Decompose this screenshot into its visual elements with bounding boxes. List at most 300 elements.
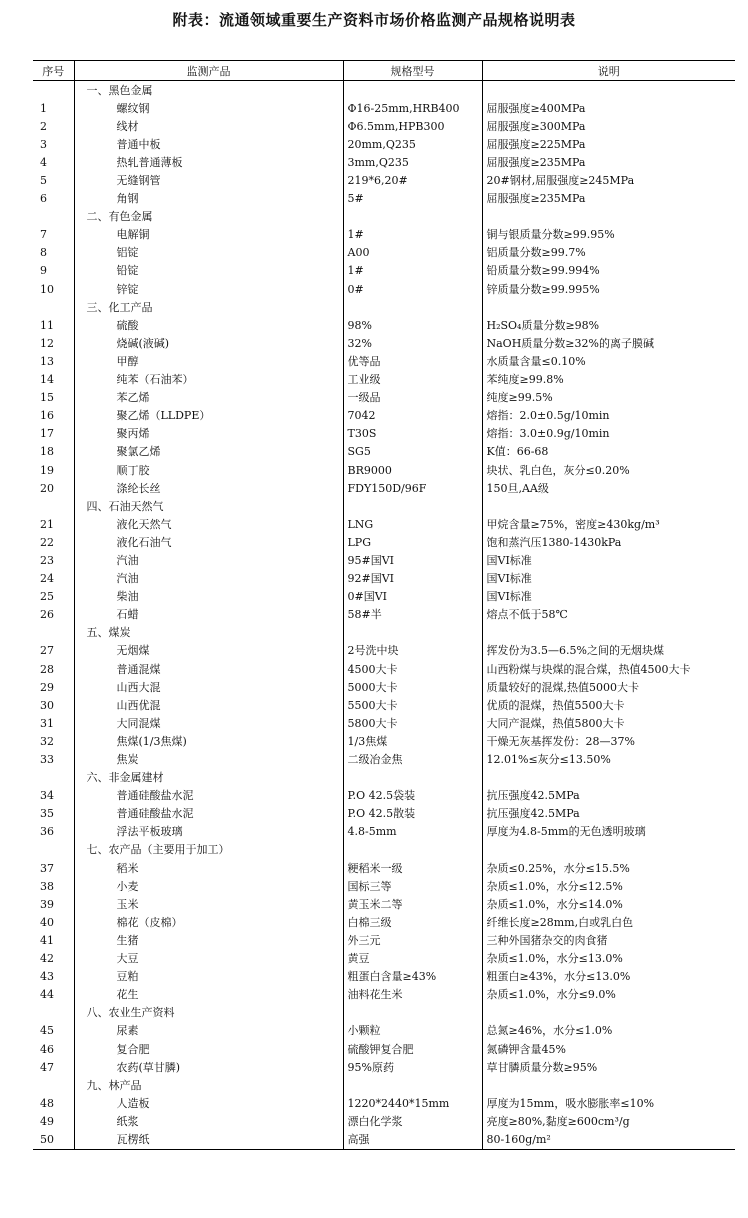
row-spec: SG5 [343, 443, 482, 461]
category-row [33, 497, 735, 515]
row-product: 山西大混 [74, 678, 343, 696]
row-product: 无缝钢管 [74, 171, 343, 189]
row-product: 花生 [74, 986, 343, 1004]
row-spec: 一级品 [343, 389, 482, 407]
row-index [33, 208, 74, 226]
row-spec: 5800大卡 [343, 714, 482, 732]
category-label: 四、石油天然气 [74, 497, 343, 515]
table-row [33, 443, 735, 461]
row-index: 42 [40, 952, 54, 966]
row-index: 3 [40, 137, 47, 151]
row-description: 纤维长度≥28mm,白或乳白色 [482, 913, 735, 931]
row-spec: 1# [343, 262, 482, 280]
row-index [33, 1076, 74, 1094]
row-product: 尿素 [74, 1022, 343, 1040]
category-label: 三、化工产品 [74, 298, 343, 316]
table-row [33, 642, 735, 660]
row-product: 线材 [74, 117, 343, 135]
row-index: 15 [40, 391, 54, 405]
category-row [33, 841, 735, 859]
row-description: 优质的混煤，热值5500大卡 [482, 696, 735, 714]
row-index: 34 [40, 789, 54, 803]
row-description: 厚度为15mm，吸水膨胀率≤10% [482, 1094, 735, 1112]
row-description: 厚度为4.8-5mm的无色透明玻璃 [482, 823, 735, 841]
row-description: 大同产混煤，热值5800大卡 [482, 714, 735, 732]
row-index: 40 [40, 915, 54, 929]
table-row [33, 371, 735, 389]
row-description: 80-160g/m² [482, 1130, 735, 1149]
row-index [33, 298, 74, 316]
row-description: 饱和蒸汽压1380-1430kPa [482, 533, 735, 551]
row-product: 顺丁胶 [74, 461, 343, 479]
row-spec: 219*6,20# [343, 171, 482, 189]
row-spec: 1/3焦煤 [343, 732, 482, 750]
table-row [33, 913, 735, 931]
row-description: 屈服强度≥400MPa [482, 99, 735, 117]
table-row [33, 877, 735, 895]
row-spec: 2号洗中块 [343, 642, 482, 660]
row-spec: 油料花生米 [343, 986, 482, 1004]
row-spec: 5000大卡 [343, 678, 482, 696]
row-spec: 5500大卡 [343, 696, 482, 714]
table-row [33, 606, 735, 624]
row-description [482, 1004, 735, 1022]
row-index: 48 [40, 1096, 54, 1110]
row-product: 聚乙烯（LLDPE） [74, 407, 343, 425]
row-product: 生猪 [74, 931, 343, 949]
row-description [482, 624, 735, 642]
row-index: 17 [40, 427, 54, 441]
row-product: 棉花（皮棉） [74, 913, 343, 931]
category-label: 九、林产品 [74, 1076, 343, 1094]
row-index: 39 [40, 897, 54, 911]
row-spec: 1# [343, 226, 482, 244]
row-spec: 硫酸钾复合肥 [343, 1040, 482, 1058]
row-spec: P.O 42.5散装 [343, 805, 482, 823]
row-spec: 0#国VI [343, 588, 482, 606]
row-description: 屈服强度≥300MPa [482, 117, 735, 135]
row-spec: 小颗粒 [343, 1022, 482, 1040]
table-row [33, 696, 735, 714]
row-spec: T30S [343, 425, 482, 443]
row-index: 24 [40, 572, 54, 586]
row-description: 块状、乳白色，灰分≤0.20% [482, 461, 735, 479]
row-description [482, 81, 735, 100]
table-row [33, 479, 735, 497]
row-product: 纯苯（石油苯） [74, 371, 343, 389]
row-index: 44 [40, 988, 54, 1002]
row-spec [343, 1004, 482, 1022]
table-row [33, 262, 735, 280]
row-index: 30 [40, 698, 54, 712]
row-product: 焦煤(1/3焦煤) [74, 732, 343, 750]
row-index: 8 [40, 246, 47, 260]
row-description: 熔指：2.0±0.5g/10min [482, 407, 735, 425]
row-index: 7 [40, 228, 47, 242]
table-row [33, 805, 735, 823]
row-spec: FDY150D/96F [343, 479, 482, 497]
row-product: 汽油 [74, 570, 343, 588]
row-description [482, 841, 735, 859]
row-description: 挥发份为3.5—6.5%之间的无烟块煤 [482, 642, 735, 660]
row-index: 36 [40, 825, 54, 839]
row-spec: 粗蛋白含量≥43% [343, 968, 482, 986]
row-spec: LPG [343, 533, 482, 551]
row-description: 抗压强度42.5MPa [482, 805, 735, 823]
row-spec: A00 [343, 244, 482, 262]
row-description [482, 1076, 735, 1094]
table-row [33, 551, 735, 569]
table-row [33, 135, 735, 153]
row-spec: Φ6.5mm,HPB300 [343, 117, 482, 135]
row-index [33, 81, 74, 100]
row-product: 聚氯乙烯 [74, 443, 343, 461]
row-description: 亮度≥80%,黏度≥600cm³/g [482, 1112, 735, 1130]
row-spec: 3mm,Q235 [343, 153, 482, 171]
table-row [33, 1058, 735, 1076]
row-description [482, 298, 735, 316]
row-description: 屈服强度≥235MPa [482, 153, 735, 171]
row-description: 国VI标准 [482, 551, 735, 569]
category-row [33, 81, 735, 100]
table-row [33, 533, 735, 551]
row-index: 46 [40, 1042, 54, 1056]
row-description [482, 769, 735, 787]
table-row [33, 389, 735, 407]
row-product: 石蜡 [74, 606, 343, 624]
row-description: 铅质量分数≥99.994% [482, 262, 735, 280]
row-product: 烧碱(液碱) [74, 334, 343, 352]
row-spec: 95%原药 [343, 1058, 482, 1076]
row-spec: 0# [343, 280, 482, 298]
category-row [33, 298, 735, 316]
row-index: 5 [40, 174, 47, 188]
table-row [33, 171, 735, 189]
spec-table [33, 60, 735, 1150]
row-index: 11 [40, 318, 54, 332]
row-product: 普通中板 [74, 135, 343, 153]
row-spec: BR9000 [343, 461, 482, 479]
table-row [33, 986, 735, 1004]
category-label: 二、有色金属 [74, 208, 343, 226]
row-index: 18 [40, 445, 54, 459]
row-description: 150旦,AA级 [482, 479, 735, 497]
table-row [33, 859, 735, 877]
row-index [33, 1004, 74, 1022]
row-description [482, 497, 735, 515]
table-row [33, 732, 735, 750]
row-spec: Φ16-25mm,HRB400 [343, 99, 482, 117]
row-index: 21 [40, 517, 54, 531]
category-row [33, 769, 735, 787]
row-description: 干燥无灰基挥发份：28—37% [482, 732, 735, 750]
row-product: 普通硅酸盐水泥 [74, 805, 343, 823]
row-spec: 92#国VI [343, 570, 482, 588]
row-product: 农药(草甘膦) [74, 1058, 343, 1076]
table-row [33, 570, 735, 588]
table-row [33, 968, 735, 986]
row-description: 国VI标准 [482, 588, 735, 606]
row-spec: 98% [343, 316, 482, 334]
row-description: 总氮≥46%，水分≤1.0% [482, 1022, 735, 1040]
table-row [33, 823, 735, 841]
table-body [33, 81, 735, 1150]
row-spec: 优等品 [343, 352, 482, 370]
row-index: 22 [40, 535, 54, 549]
category-label: 一、黑色金属 [74, 81, 343, 100]
row-index: 45 [40, 1024, 54, 1038]
row-index: 27 [40, 644, 54, 658]
row-spec: 7042 [343, 407, 482, 425]
category-row [33, 624, 735, 642]
header-description: 说明 [482, 61, 735, 81]
table-row [33, 1130, 735, 1149]
row-spec: 黄豆 [343, 950, 482, 968]
row-spec: 20mm,Q235 [343, 135, 482, 153]
row-index: 14 [40, 373, 54, 387]
row-index: 49 [40, 1114, 54, 1128]
row-description: 国VI标准 [482, 570, 735, 588]
category-label: 七、农产品（主要用于加工） [74, 841, 343, 859]
row-product: 稻米 [74, 859, 343, 877]
row-spec: 粳稻米一级 [343, 859, 482, 877]
row-product: 螺纹钢 [74, 99, 343, 117]
row-product: 无烟煤 [74, 642, 343, 660]
row-product: 热轧普通薄板 [74, 153, 343, 171]
row-product: 豆粕 [74, 968, 343, 986]
row-index: 43 [40, 970, 54, 984]
row-product: 铝锭 [74, 244, 343, 262]
row-spec: 4.8-5mm [343, 823, 482, 841]
table-row [33, 714, 735, 732]
row-description: 熔点不低于58℃ [482, 606, 735, 624]
header-product: 监测产品 [74, 61, 343, 81]
table-row [33, 461, 735, 479]
row-spec: 4500大卡 [343, 660, 482, 678]
row-spec [343, 624, 482, 642]
row-product: 硫酸 [74, 316, 343, 334]
row-description: 铜与银质量分数≥99.95% [482, 226, 735, 244]
table-row [33, 407, 735, 425]
row-product: 涤纶长丝 [74, 479, 343, 497]
table-row [33, 153, 735, 171]
row-index: 26 [40, 608, 54, 622]
row-product: 锌锭 [74, 280, 343, 298]
table-row [33, 352, 735, 370]
table-row [33, 1094, 735, 1112]
row-spec [343, 1076, 482, 1094]
row-index: 33 [40, 753, 54, 767]
table-row [33, 895, 735, 913]
row-description: 屈服强度≥225MPa [482, 135, 735, 153]
row-description: 杂质≤1.0%，水分≤14.0% [482, 895, 735, 913]
row-description: 20#钢材,屈服强度≥245MPa [482, 171, 735, 189]
table-row [33, 226, 735, 244]
row-index: 4 [40, 155, 47, 169]
row-index: 28 [40, 662, 54, 676]
row-product: 人造板 [74, 1094, 343, 1112]
row-description: H₂SO₄质量分数≥98% [482, 316, 735, 334]
row-spec: 白棉三级 [343, 913, 482, 931]
row-product: 液化天然气 [74, 515, 343, 533]
row-description: 屈服强度≥235MPa [482, 190, 735, 208]
row-index: 23 [40, 553, 54, 567]
category-row [33, 208, 735, 226]
row-description: 甲烷含量≥75%，密度≥430kg/m³ [482, 515, 735, 533]
table-row [33, 244, 735, 262]
row-product: 玉米 [74, 895, 343, 913]
row-spec [343, 769, 482, 787]
row-description: 氮磷钾含量45% [482, 1040, 735, 1058]
row-spec [343, 208, 482, 226]
row-spec: 工业级 [343, 371, 482, 389]
category-row [33, 1004, 735, 1022]
row-index: 35 [40, 807, 54, 821]
row-index: 12 [40, 336, 54, 350]
row-index: 20 [40, 481, 54, 495]
row-spec [343, 497, 482, 515]
row-description [482, 208, 735, 226]
row-product: 苯乙烯 [74, 389, 343, 407]
row-product: 大豆 [74, 950, 343, 968]
row-product: 焦炭 [74, 750, 343, 768]
row-description: K值：66-68 [482, 443, 735, 461]
row-spec: 32% [343, 334, 482, 352]
header-spec: 规格型号 [343, 61, 482, 81]
row-index: 47 [40, 1060, 54, 1074]
row-index: 31 [40, 716, 54, 730]
row-description: 纯度≥99.5% [482, 389, 735, 407]
row-description: 杂质≤1.0%，水分≤13.0% [482, 950, 735, 968]
table-row [33, 931, 735, 949]
category-label: 六、非金属建材 [74, 769, 343, 787]
row-spec: 58#半 [343, 606, 482, 624]
row-description: 质量较好的混煤,热值5000大卡 [482, 678, 735, 696]
row-description: 草甘膦质量分数≥95% [482, 1058, 735, 1076]
row-product: 瓦楞纸 [74, 1130, 343, 1149]
row-index [33, 841, 74, 859]
table-row [33, 99, 735, 117]
row-description: 苯纯度≥99.8% [482, 371, 735, 389]
row-description: 抗压强度42.5MPa [482, 787, 735, 805]
row-product: 普通硅酸盐水泥 [74, 787, 343, 805]
row-product: 纸浆 [74, 1112, 343, 1130]
row-description: 山西粉煤与块煤的混合煤，热值4500大卡 [482, 660, 735, 678]
row-spec: 漂白化学浆 [343, 1112, 482, 1130]
row-index: 13 [40, 354, 54, 368]
row-spec: P.O 42.5袋装 [343, 787, 482, 805]
row-index: 16 [40, 409, 54, 423]
row-description: 杂质≤1.0%，水分≤9.0% [482, 986, 735, 1004]
row-description: 水质量含量≤0.10% [482, 352, 735, 370]
row-spec: 1220*2440*15mm [343, 1094, 482, 1112]
row-description: 粗蛋白≥43%，水分≤13.0% [482, 968, 735, 986]
row-description: 熔指：3.0±0.9g/10min [482, 425, 735, 443]
table-row [33, 425, 735, 443]
row-description: 铝质量分数≥99.7% [482, 244, 735, 262]
table-row [33, 588, 735, 606]
row-spec [343, 841, 482, 859]
row-product: 铅锭 [74, 262, 343, 280]
table-row [33, 1040, 735, 1058]
row-product: 大同混煤 [74, 714, 343, 732]
row-spec [343, 81, 482, 100]
row-index: 9 [40, 264, 47, 278]
row-product: 角钢 [74, 190, 343, 208]
row-index: 2 [40, 119, 47, 133]
table-row [33, 280, 735, 298]
row-product: 甲醇 [74, 352, 343, 370]
row-description: 12.01%≤灰分≤13.50% [482, 750, 735, 768]
row-description: NaOH质量分数≥32%的离子膜碱 [482, 334, 735, 352]
row-product: 电解铜 [74, 226, 343, 244]
category-label: 五、煤炭 [74, 624, 343, 642]
row-spec: 国标三等 [343, 877, 482, 895]
row-description: 三种外国猪杂交的肉食猪 [482, 931, 735, 949]
table-row [33, 316, 735, 334]
table-row [33, 660, 735, 678]
row-index: 37 [40, 861, 54, 875]
row-index: 6 [40, 192, 47, 206]
row-spec: 95#国VI [343, 551, 482, 569]
row-spec [343, 298, 482, 316]
row-spec: 二级冶金焦 [343, 750, 482, 768]
header-index: 序号 [33, 61, 74, 81]
row-index: 32 [40, 734, 54, 748]
table-row [33, 1022, 735, 1040]
row-product: 山西优混 [74, 696, 343, 714]
row-description: 杂质≤1.0%，水分≤12.5% [482, 877, 735, 895]
row-spec: 5# [343, 190, 482, 208]
table-row [33, 117, 735, 135]
row-spec: 黄玉米二等 [343, 895, 482, 913]
row-spec: LNG [343, 515, 482, 533]
row-index: 25 [40, 590, 54, 604]
row-index: 1 [40, 101, 47, 115]
category-row [33, 1076, 735, 1094]
table-row [33, 334, 735, 352]
row-product: 液化石油气 [74, 533, 343, 551]
row-product: 柴油 [74, 588, 343, 606]
table-row [33, 678, 735, 696]
row-spec: 外三元 [343, 931, 482, 949]
table-row [33, 1112, 735, 1130]
row-product: 小麦 [74, 877, 343, 895]
document-title: 附表：流通领域重要生产资料市场价格监测产品规格说明表 [172, 11, 576, 29]
row-index: 19 [40, 463, 54, 477]
table-row [33, 190, 735, 208]
row-index: 41 [40, 933, 54, 947]
row-index: 29 [40, 680, 54, 694]
row-index: 50 [33, 1130, 74, 1149]
row-description: 杂质≤0.25%，水分≤15.5% [482, 859, 735, 877]
header-row [33, 61, 735, 81]
row-product: 聚丙烯 [74, 425, 343, 443]
row-description: 锌质量分数≥99.995% [482, 280, 735, 298]
table-row [33, 950, 735, 968]
table-row [33, 515, 735, 533]
row-product: 普通混煤 [74, 660, 343, 678]
row-spec: 高强 [343, 1130, 482, 1149]
row-index [33, 497, 74, 515]
row-product: 汽油 [74, 551, 343, 569]
row-product: 复合肥 [74, 1040, 343, 1058]
row-index: 38 [40, 879, 54, 893]
table-row [33, 787, 735, 805]
table-row [33, 750, 735, 768]
row-index [33, 624, 74, 642]
row-product: 浮法平板玻璃 [74, 823, 343, 841]
